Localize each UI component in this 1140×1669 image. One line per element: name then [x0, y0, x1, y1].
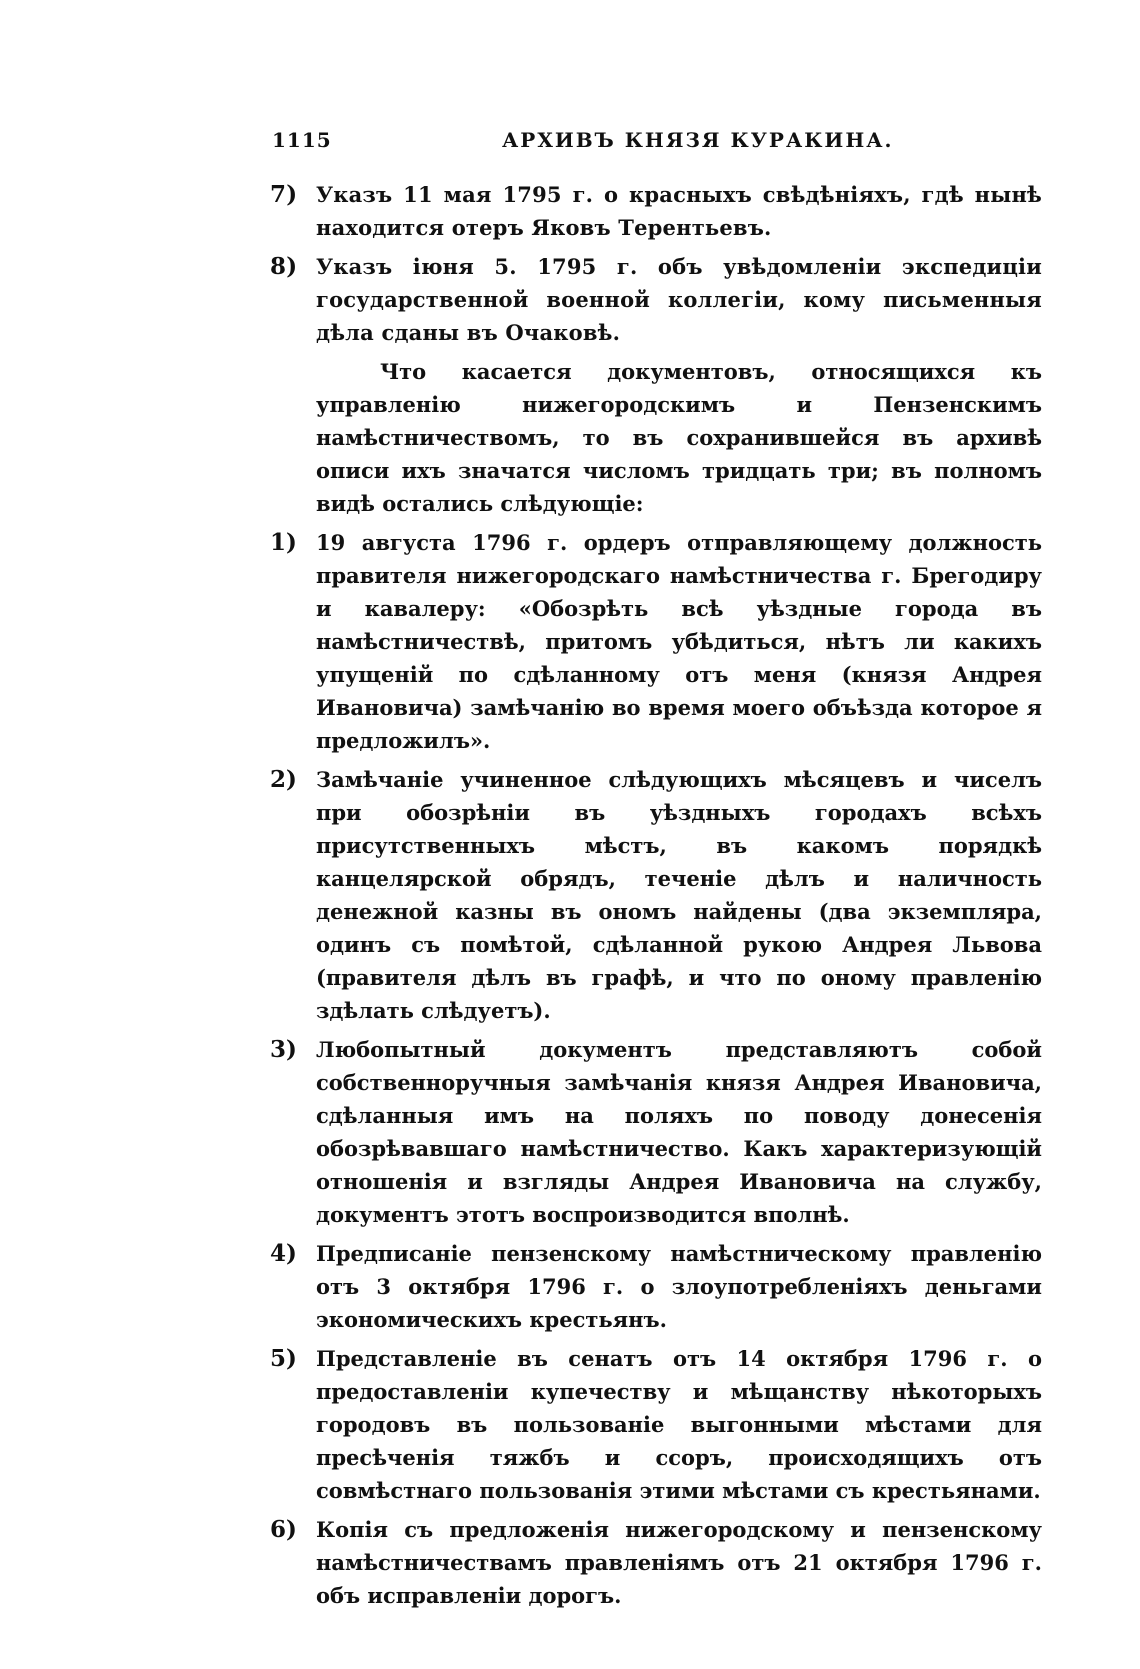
item-number: 1) — [270, 529, 297, 556]
list-item — [270, 1033, 1042, 1231]
body-paragraph: Что касается документовъ, относящихся къ управленію нижегородскимъ и Пензенскимъ намѣстничествомъ, то въ сохранившейся въ архивѣ описи ихъ значатся числомъ тридцать три; въ полномъ видѣ остались слѣдующіе: — [316, 359, 1042, 516]
item-number: 4) — [270, 1240, 297, 1267]
item-number: 6) — [270, 1516, 297, 1543]
running-title: АРХИВЪ КНЯЗЯ КУРАКИНА. — [502, 128, 894, 152]
list-item — [270, 1342, 1042, 1507]
list-item — [270, 178, 1042, 244]
item-text: Представленіе въ сенатъ отъ 14 октября 1796 г. о предоставленіи купечеству и мѣщанству нѣкоторыхъ городовъ въ пользованіе выгонными мѣстами для пресѣченія тяжбъ и ссоръ, происходящихъ отъ совмѣстнаго пользованія этими мѣстами съ крестьянами. — [316, 1346, 1042, 1503]
item-number: 8) — [270, 253, 298, 280]
item-text: Замѣчаніе учиненное слѣдующихъ мѣсяцевъ и чиселъ при обозрѣніи въ уѣздныхъ городахъ всѣхъ присутственныхъ мѣстъ, въ какомъ порядкѣ канцелярской обрядъ, теченіе дѣлъ и наличность денежной казны въ ономъ найдены (два экземпляра, одинъ съ помѣтой, сдѣланной рукою Андрея Львова (правителя дѣлъ въ графѣ, и что по оному правленію здѣлать слѣдуетъ). — [316, 767, 1042, 1023]
item-text: Копія съ предложенія нижегородскому и пензенскому намѣстничествамъ правленіямъ отъ 21 октября 1796 г. объ исправленіи дорогъ. — [316, 1517, 1042, 1608]
list-item — [270, 1513, 1042, 1612]
item-text: 19 августа 1796 г. ордеръ отправляющему должность правителя нижегородскаго намѣстничества г. Брегодиру и кавалеру: «Обозрѣть всѣ уѣздные города въ намѣстничествѣ, притомъ убѣдиться, нѣтъ ли какихъ упущеній по сдѣланному отъ меня (князя Андрея Ивановича) замѣчанію во время моего объѣзда которое я предложилъ». — [316, 530, 1042, 753]
page-number: 1115 — [272, 128, 332, 152]
item-text: Указъ 11 мая 1795 г. о красныхъ свѣдѣніяхъ, гдѣ нынѣ находится отеръ Яковъ Терентьевъ. — [316, 182, 1042, 240]
list-item — [270, 763, 1042, 1027]
item-text: Указъ іюня 5. 1795 г. объ увѣдомленіи экспедиціи государственной военной коллегіи, кому письменныя дѣла сданы въ Очаковѣ. — [316, 254, 1042, 345]
item-number: 5) — [270, 1345, 297, 1372]
item-text: Предписаніе пензенскому намѣстническому правленію отъ 3 октября 1796 г. о злоупотребленіяхъ деньгами экономическихъ крестьянъ. — [316, 1241, 1042, 1332]
item-number: 3) — [270, 1036, 297, 1063]
list-item — [270, 1237, 1042, 1336]
page-header — [272, 128, 1038, 158]
item-number: 7) — [270, 181, 298, 208]
page-body — [270, 178, 1042, 1618]
item-number: 2) — [270, 766, 297, 793]
list-item — [270, 250, 1042, 349]
item-text: Любопытный документъ представляютъ собой собственноручныя замѣчанія князя Андрея Ивановича, сдѣланныя имъ на поляхъ по поводу донесенія обозрѣвавшаго намѣстничество. Какъ характеризующій отношенія и взгляды Андрея Ивановича на службу, документъ этотъ воспроизводится вполнѣ. — [316, 1037, 1042, 1227]
list-item — [270, 526, 1042, 757]
